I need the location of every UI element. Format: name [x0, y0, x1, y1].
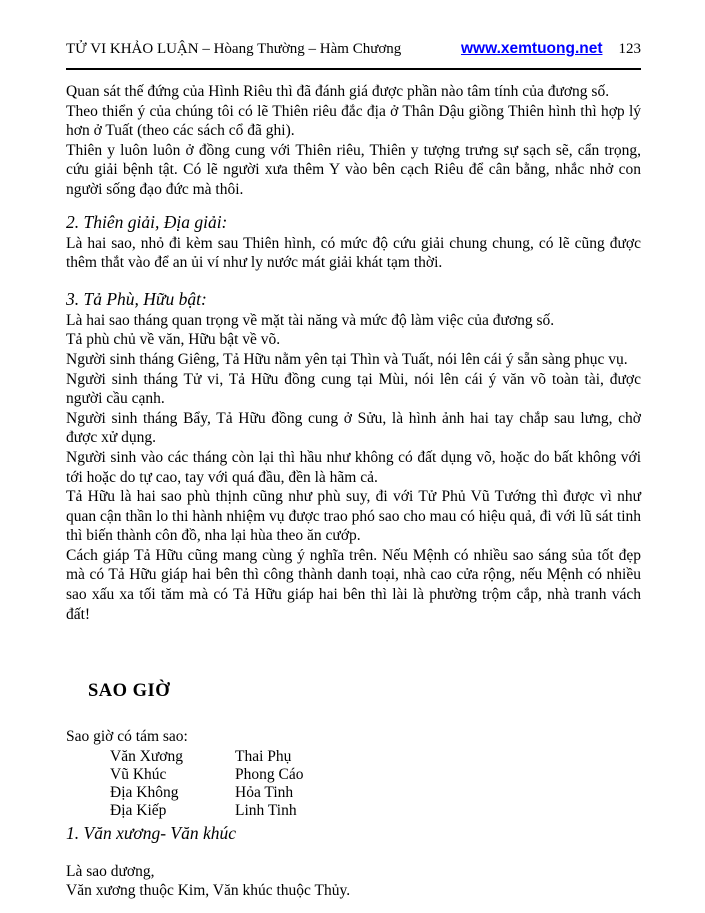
intro-paragraph-2: Theo thiển ý của chúng tôi có lẽ Thiên riêu đắc địa ở Thân Dậu giồng Thiên hình thì hợp lý hơn ở Tuất (theo các sách cổ đã ghi).: [66, 102, 641, 140]
star-name: Vũ Khúc: [110, 766, 167, 784]
star-list: [66, 748, 641, 821]
closing-paragraphs: [66, 862, 641, 901]
subsection-heading-van-xuong-van-khuc: 1. Văn xương- Văn khúc: [66, 822, 237, 843]
star-list-row: [66, 802, 641, 820]
section-heading-ta-phu-huu-bat: 3. Tả Phù, Hữu bật:: [66, 288, 207, 309]
section3-paragraph-8: Cách giáp Tả Hữu cũng mang cùng ý nghĩa trên. Nếu Mệnh có nhiều sao sáng sủa tốt đẹp mà có Tả Hữu giáp hai bên thì công thành danh toại, nhà cao cửa rộng, nếu Mệnh có nhiều sao xấu xa tối tăm mà có Tả Hữu giáp hai bên thì lài là phường trộm cắp, nhà tranh vách đất!: [66, 546, 641, 623]
section3-paragraph-6: Người sinh vào các tháng còn lại thì hầu như không có đất dụng võ, hoặc do bất không với tới hoặc do tự cao, tay với quá đầu, đền là hãm cả.: [66, 448, 641, 486]
star-list-row: [66, 784, 641, 802]
intro-paragraph-3: Thiên y luôn luôn ở đồng cung với Thiên riêu, Thiên y tượng trưng sự sạch sẽ, cẩn trọng, cứu giải bệnh tật. Có lẽ người xưa thêm Y vào bên cạch Riêu để cân bằng, nhắc nhở con người sống đạo đức mà thôi.: [66, 141, 641, 198]
section-heading-thien-giai: 2. Thiên giải, Địa giải:: [66, 211, 228, 232]
section3-paragraph-2: Tả phù chủ về văn, Hữu bật về võ.: [66, 331, 281, 349]
star-list-row: [66, 748, 641, 766]
closing-paragraph-2: Văn xương thuộc Kim, Văn khúc thuộc Thủy.: [66, 882, 351, 900]
star-name: Phong Cáo: [235, 766, 304, 784]
closing-paragraph-1: Là sao dương,: [66, 862, 155, 880]
section3-paragraph-1: Là hai sao tháng quan trọng về mặt tài năng và mức độ làm việc của đương số.: [66, 311, 555, 329]
section3-paragraph-3: Người sinh tháng Giêng, Tả Hữu nằm yên tại Thìn và Tuất, nói lên cái ý sẵn sàng phục vụ.: [66, 350, 628, 368]
star-name: Thai Phụ: [235, 747, 292, 765]
section3-paragraph-7: Tả Hữu là hai sao phù thịnh cũng như phù suy, đi với Tử Phủ Vũ Tướng thì được vì như quan cận thần lo thi hành nhiệm vụ được trao phó sao cho mau có hiệu quả, đi với lũ sát tinh thì biến thành côn đồ, nha lại hùa theo ăn cướp.: [66, 488, 641, 545]
star-name: Địa Kiếp: [110, 802, 167, 820]
page-number: 123: [618, 41, 641, 57]
sao-gio-title: SAO GIỜ: [88, 681, 171, 702]
star-list-row: [66, 766, 641, 784]
intro-paragraph-1: Quan sát thế đứng của Hình Riêu thì đã đánh giá được phần nào tâm tính của đương số.: [66, 83, 610, 100]
section2-paragraph-1: Là hai sao, nhỏ đi kèm sau Thiên hình, có mức độ cứu giải chung chung, có lẽ cũng được thêm thắt vào để an ủi ví như ly nước mát giải khát tạm thời.: [66, 234, 641, 272]
document-body: [66, 82, 641, 901]
header-divider: [66, 68, 641, 70]
document-title: TỬ VI KHẢO LUẬN – Hòang Thường – Hàm Chương: [66, 41, 402, 57]
star-name: Hỏa Tinh: [235, 784, 294, 802]
section3-paragraph-5: Người sinh tháng Bẩy, Tả Hữu đồng cung ở Sửu, là hình ảnh hai tay chắp sau lưng, chờ được xử dụng.: [66, 409, 641, 447]
sao-gio-intro: Sao giờ có tám sao:: [66, 728, 188, 746]
page-header: [66, 0, 641, 58]
site-link[interactable]: www.xemtuong.net: [460, 40, 603, 57]
section3-paragraph-4: Người sinh tháng Tử vi, Tả Hữu đồng cung tại Mùi, nói lên cái ý văn võ toàn tài, được người cầu cạnh.: [66, 370, 641, 408]
star-name: Văn Xương: [110, 747, 183, 765]
star-name: Địa Không: [110, 784, 179, 802]
star-name: Linh Tinh: [235, 802, 297, 820]
